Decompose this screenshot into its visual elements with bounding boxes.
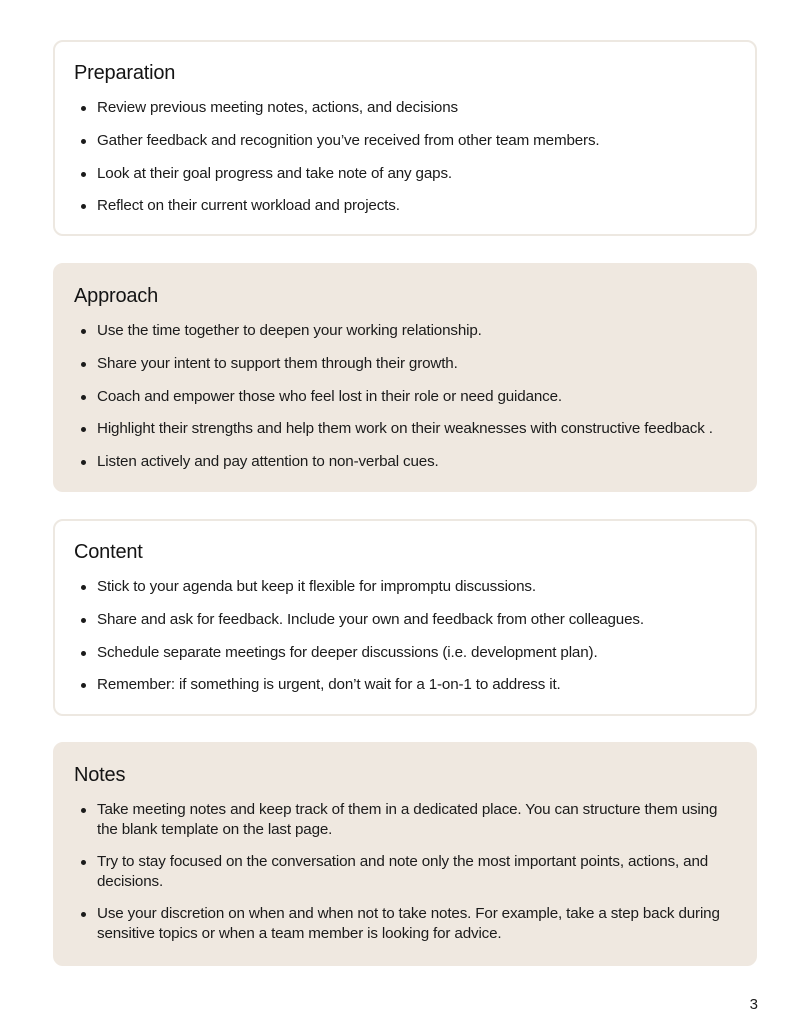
list-item-text: Remember: if something is urgent, don’t wait for a 1-on-1 to address it. [97,676,561,694]
list-item-text: Review previous meeting notes, actions, and decisions [97,99,458,116]
list-item [74,904,725,944]
list-item-text: Take meeting notes and keep track of them in a dedicated place. You can structure them using the blank template on the last page. [97,801,718,838]
bullet-list [74,321,725,472]
list-item-text: Gather feedback and recognition you’ve received from other team members. [97,131,600,149]
list-item [74,321,725,341]
bullet-list [74,98,725,216]
bullet-icon [81,460,86,465]
bullet-icon [81,172,86,177]
list-item-text: Use the time together to deepen your working relationship. [97,322,482,339]
bullet-icon [81,683,86,688]
list-item-text: Use your discretion on when and when not to take notes. For example, take a step back during sensitive topics or when a team member is looking for advice. [97,905,720,942]
list-item [74,196,725,216]
list-item [74,354,725,374]
section-title: Preparation [74,62,176,84]
bullet-icon [81,860,86,865]
list-item [74,452,725,472]
bullet-icon [81,651,86,656]
section-card-approach [53,263,757,492]
list-item-text: Share your intent to support them through their growth. [97,354,458,372]
list-item [74,387,725,407]
bullet-icon [81,912,86,917]
section-title: Notes [74,764,126,786]
list-item [74,675,725,695]
list-item [74,800,725,840]
section-card-content [53,519,757,716]
bullet-icon [81,106,86,111]
list-item [74,577,725,597]
section-title: Approach [74,285,159,307]
bullet-icon [81,808,86,813]
list-item-text: Coach and empower those who feel lost in their role or need guidance. [97,387,562,405]
bullet-list [74,577,725,695]
list-item-text: Look at their goal progress and take note of any gaps. [97,164,452,182]
list-item-text: Highlight their strengths and help them work on their weaknesses with constructive feedback . [97,420,713,438]
list-item [74,164,725,184]
bullet-icon [81,204,86,209]
list-item-text: Share and ask for feedback. Include your own and feedback from other colleagues. [97,610,644,628]
bullet-icon [81,362,86,367]
bullet-icon [81,395,86,400]
bullet-icon [81,139,86,144]
list-item-text: Try to stay focused on the conversation and note only the most important points, actions, and decisions. [97,853,709,890]
bullet-icon [81,585,86,590]
list-item-text: Stick to your agenda but keep it flexible for impromptu discussions. [97,578,536,595]
list-item [74,131,725,151]
list-item [74,852,725,892]
list-item [74,98,725,118]
section-card-notes [53,742,757,966]
bullet-icon [81,427,86,432]
bullet-list [74,800,725,944]
bullet-icon [81,618,86,623]
list-item [74,419,725,439]
section-card-preparation [53,40,757,236]
list-item-text: Reflect on their current workload and projects. [97,197,400,215]
list-item [74,643,725,663]
list-item [74,610,725,630]
section-title: Content [74,541,143,563]
page-number: 3 [749,996,758,1013]
bullet-icon [81,329,86,334]
list-item-text: Schedule separate meetings for deeper discussions (i.e. development plan). [97,643,598,661]
list-item-text: Listen actively and pay attention to non-verbal cues. [97,453,439,471]
